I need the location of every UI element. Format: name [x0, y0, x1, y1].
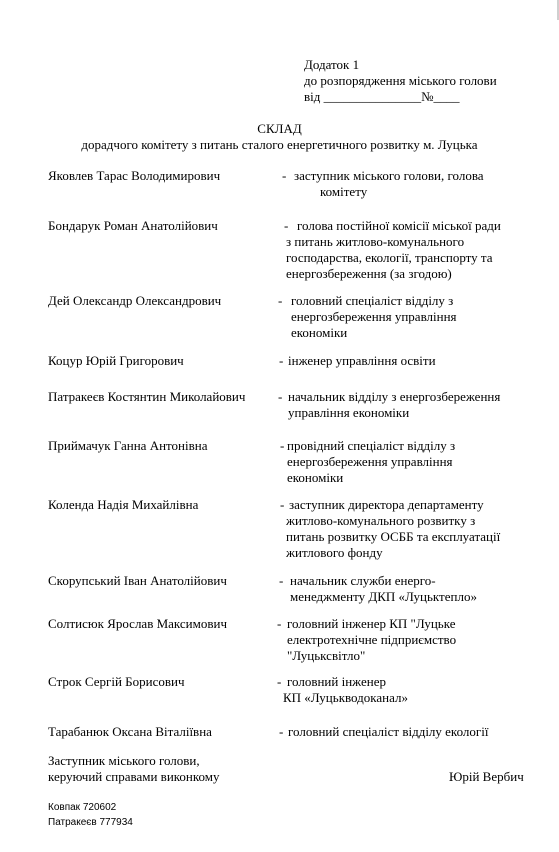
contacts-block [48, 800, 133, 830]
role-line: начальник відділу з енергозбереження [288, 389, 501, 404]
dash-separator: - [278, 389, 283, 404]
role-line: енергозбереження управління [287, 454, 453, 469]
role-line: начальник служби енерго- [290, 573, 436, 588]
contact-line: Патракеєв 777934 [48, 817, 133, 828]
dash-separator: - [280, 497, 285, 512]
role-line: головний спеціаліст відділу з [291, 293, 454, 308]
role-line: заступник міського голови, голова [294, 168, 484, 183]
member-role [287, 616, 456, 664]
role-line: КП «Луцькводоканал» [283, 690, 409, 705]
dash-separator: - [284, 218, 289, 233]
appendix-header [304, 57, 554, 105]
role-line: економіки [291, 325, 348, 340]
role-line: комітету [320, 184, 368, 199]
role-line: заступник директора департаменту [289, 497, 484, 512]
role-line: менеджменту ДКП «Луцьктепло» [290, 589, 477, 604]
appendix-number: Додаток 1 [304, 57, 360, 72]
member-role [291, 293, 457, 341]
signatory-position-line: Заступник міського голови, [48, 753, 200, 768]
member-role [288, 389, 500, 421]
role-line: головний інженер КП "Луцьке [287, 616, 456, 631]
dash-separator: - [282, 168, 287, 183]
member-name: Коцур Юрій Григорович [48, 353, 184, 368]
dash-separator: - [277, 674, 282, 689]
member-role [286, 497, 501, 561]
role-line: управління економіки [288, 405, 410, 420]
role-line: житлово-комунального розвитку з [286, 513, 476, 528]
role-line: житлового фонду [286, 545, 383, 560]
document-subtitle: дорадчого комітету з питань сталого енергетичного розвитку м. Луцька [81, 137, 478, 152]
member-role [294, 168, 484, 200]
signatory-position [48, 753, 220, 785]
appendix-date-number: від _______________№____ [304, 89, 460, 104]
document-title: СКЛАД [257, 121, 302, 136]
member-name: Скорупський Іван Анатолійович [48, 573, 227, 588]
member-name: Дей Олександр Олександрович [48, 293, 222, 308]
role-line: голова постійної комісії міської ради [297, 218, 501, 233]
role-line: "Луцьксвітло" [287, 648, 366, 663]
member-role [283, 674, 409, 706]
role-line: енергозбереження управління [291, 309, 457, 324]
dash-separator: - [277, 616, 282, 631]
signatory-position-line: керуючий справами виконкому [48, 769, 220, 784]
dash-separator: - [279, 353, 284, 368]
member-name: Строк Сергій Борисович [48, 674, 185, 689]
member-name: Коленда Надія Михайлівна [48, 497, 199, 512]
dash-separator: - [279, 573, 284, 588]
role-line: енергозбереження (за згодою) [286, 266, 452, 281]
role-line: з питань житлово-комунального [286, 234, 465, 249]
dash-separator: - [280, 438, 285, 453]
role-line: питань розвитку ОСББ та експлуатації [286, 529, 501, 544]
member-name: Патракеєв Костянтин Миколайович [48, 389, 246, 404]
contact-line: Ковпак 720602 [48, 802, 117, 813]
role-line: господарства, екології, транспорту та [286, 250, 493, 265]
member-name: Приймачук Ганна Антонівна [48, 438, 208, 453]
signatory-name: Юрій Вербич [449, 769, 524, 784]
dash-separator: - [278, 293, 283, 308]
role-line: інженер управління освіти [288, 353, 436, 368]
role-line: головний інженер [287, 674, 386, 689]
role-line: провідний спеціаліст відділу з [287, 438, 456, 453]
member-role [290, 573, 477, 605]
member-name: Солтисюк Ярослав Максимович [48, 616, 227, 631]
member-role [287, 438, 455, 486]
member-role [288, 353, 436, 369]
role-line: економіки [287, 470, 344, 485]
role-line: головний спеціаліст відділу екології [288, 724, 489, 739]
appendix-reference: до розпорядження міського голови [304, 73, 497, 88]
member-role [286, 218, 501, 282]
member-name: Яковлев Тарас Володимирович [48, 168, 221, 183]
member-name: Тарабанюк Оксана Віталіївна [48, 724, 212, 739]
member-name: Бондарук Роман Анатолійович [48, 218, 218, 233]
member-role [288, 724, 488, 740]
role-line: електротехнічне підприємство [287, 632, 457, 647]
dash-separator: - [279, 724, 284, 739]
